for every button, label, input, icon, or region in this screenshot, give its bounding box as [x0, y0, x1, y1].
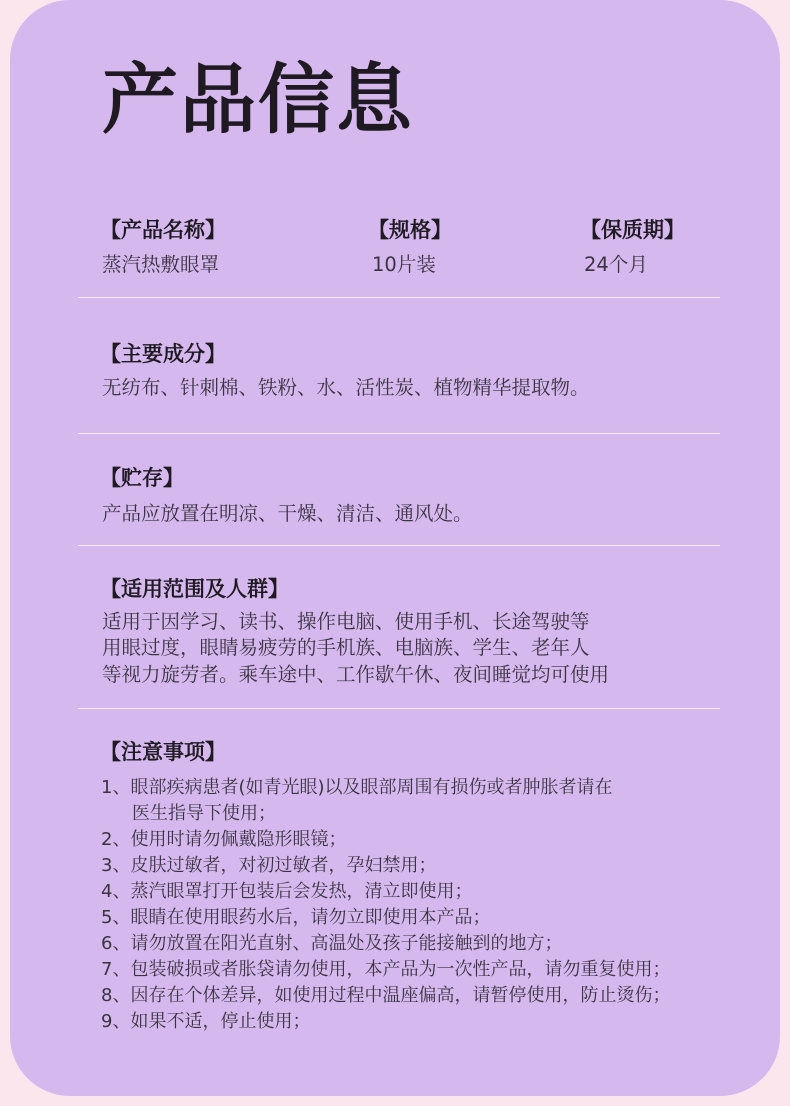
divider: [78, 545, 720, 546]
caution-item: 5、眼睛在使用眼药水后，请勿立即使用本产品；: [101, 907, 491, 928]
shelf-life-label: 【保质期】: [580, 218, 685, 242]
product-name-label: 【产品名称】: [100, 218, 226, 242]
caution-item: 7、包装破损或者胀袋请勿使用，本产品为一次性产品，请勿重复使用；: [101, 959, 671, 980]
caution-item: 3、皮肤过敏者，对初过敏者，孕妇禁用；: [101, 855, 437, 876]
size-label: 【规格】: [368, 218, 452, 242]
caution-item-continued: 医生指导下使用；: [132, 803, 276, 824]
caution-item: 6、请勿放置在阳光直射、高温处及孩子能接触到的地方；: [101, 933, 563, 954]
caution-item: 4、蒸汽眼罩打开包装后会发热，清立即使用；: [101, 881, 473, 902]
divider: [78, 708, 720, 709]
divider: [78, 433, 720, 434]
ingredients-label: 【主要成分】: [100, 342, 226, 366]
shelf-life-value: 24个月: [584, 253, 648, 276]
caution-item: 8、因存在个体差异，如使用过程中温座偏高，请暂停使用，防止烫伤；: [101, 985, 671, 1006]
caution-item: 9、如果不适，停止使用；: [101, 1011, 311, 1032]
ingredients-text: 无纺布、针刺棉、铁粉、水、活性炭、植物精华提取物。: [102, 376, 590, 399]
usage-line: 适用于因学习、读书、操作电脑、使用手机、长途驾驶等: [102, 610, 590, 633]
size-value: 10片装: [372, 253, 436, 276]
divider: [78, 297, 720, 298]
cautions-label: 【注意事项】: [100, 740, 226, 764]
usage-label: 【适用范围及人群】: [100, 577, 289, 601]
usage-line: 等视力旋劳者。乘车途中、工作歇午休、夜间睡觉均可使用: [102, 663, 610, 686]
page-title: 产品信息: [102, 55, 414, 144]
product-name-value: 蒸汽热敷眼罩: [102, 253, 220, 276]
usage-line: 用眼过度，眼睛易疲劳的手机族、电脑族、学生、老年人: [102, 636, 590, 659]
storage-text: 产品应放置在明凉、干燥、清洁、通风处。: [102, 502, 473, 525]
storage-label: 【贮存】: [100, 466, 184, 490]
caution-item: 2、使用时请勿佩戴隐形眼镜；: [101, 829, 347, 850]
caution-item: 1、眼部疾病患者(如青光眼)以及眼部周围有损伤或者肿胀者请在: [101, 777, 613, 798]
